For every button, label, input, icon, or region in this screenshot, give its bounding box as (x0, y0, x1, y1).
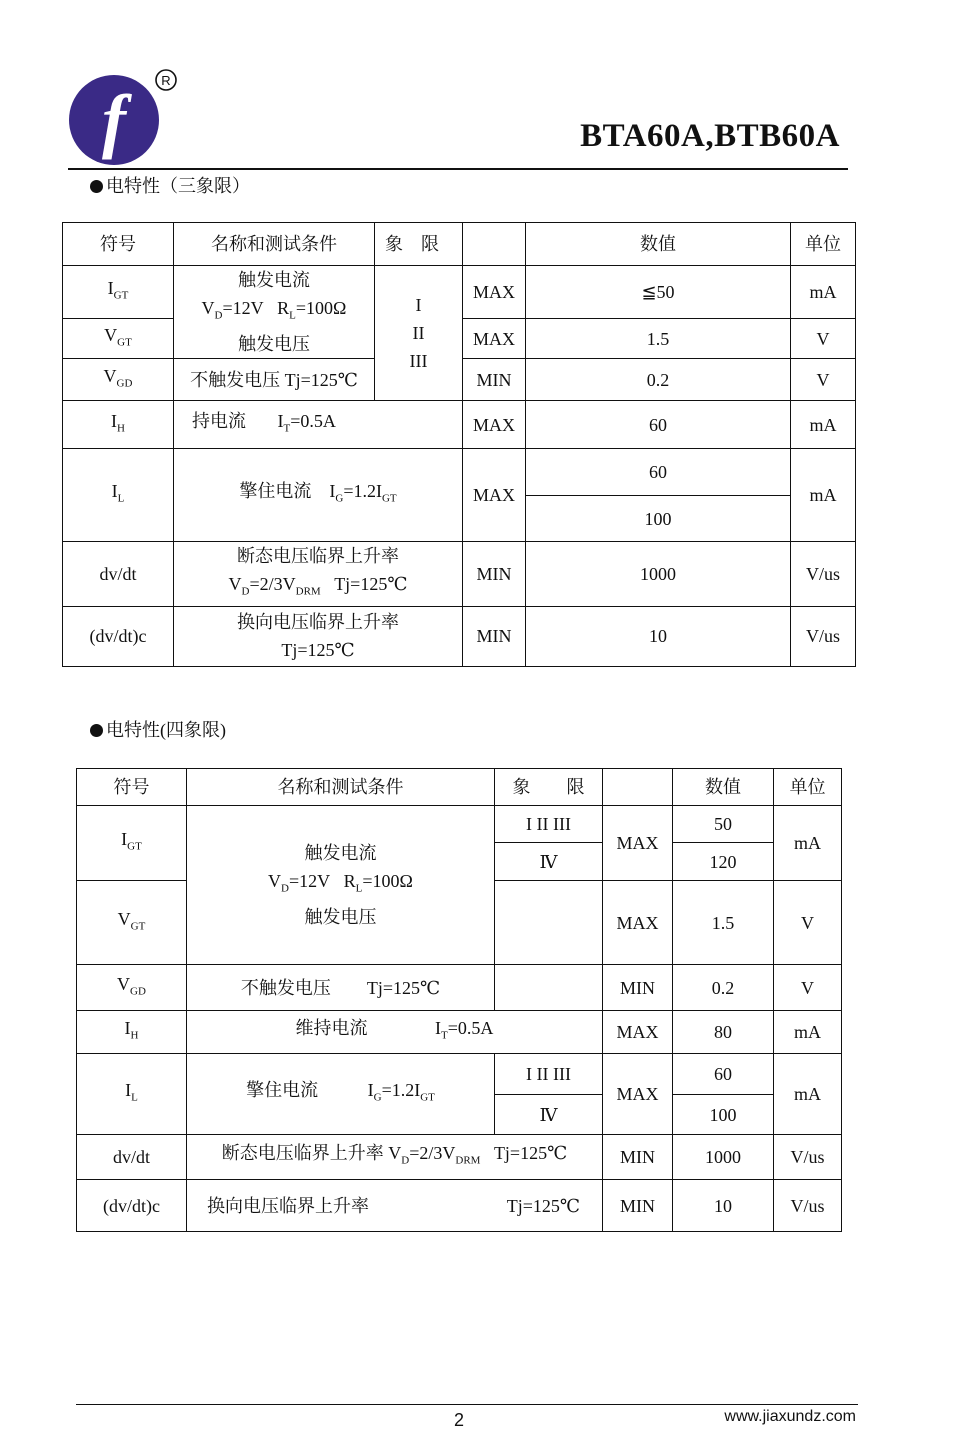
type-cell: MIN (463, 542, 526, 607)
table-header-row (63, 223, 856, 266)
header-unit: 单位 (774, 769, 842, 806)
header-quadrant: 象 限 (375, 223, 463, 266)
unit-cell: mA (774, 1054, 842, 1135)
unit-cell: V/us (791, 606, 856, 666)
type-cell: MAX (463, 319, 526, 359)
value-cell: 60 (526, 449, 791, 496)
table-row (77, 1054, 842, 1095)
value-cell: 1.5 (673, 881, 774, 965)
type-cell: MAX (463, 401, 526, 449)
bullet-icon (90, 724, 103, 737)
unit-cell: V (791, 359, 856, 401)
symbol-cell: $V_{GD}$ (63, 359, 174, 401)
value-cell: 120 (673, 843, 774, 881)
logo-letter: f (102, 80, 126, 160)
table-row (77, 1180, 842, 1232)
value-cell: 1.5 (526, 319, 791, 359)
value-cell: 10 (526, 606, 791, 666)
unit-cell: mA (774, 1011, 842, 1054)
table-header-row (77, 769, 842, 806)
table-row (77, 1011, 842, 1054)
table-row (63, 542, 856, 607)
footer-rule (76, 1404, 858, 1405)
document-title: BTA60A,BTB60A (580, 118, 840, 154)
value-cell: 50 (673, 806, 774, 843)
unit-cell: V/us (774, 1135, 842, 1180)
unit-cell: V (791, 319, 856, 359)
value-cell: 1000 (673, 1135, 774, 1180)
table-row (63, 401, 856, 449)
value-cell: 0.2 (673, 965, 774, 1011)
condition-cell: 维持电流 $I_T=0.5A$ (187, 1011, 603, 1054)
value-cell: 10 (673, 1180, 774, 1232)
symbol-cell: $I_H$ (63, 401, 174, 449)
type-cell: MAX (463, 449, 526, 542)
value-cell: 100 (526, 496, 791, 542)
header-symbol: 符号 (77, 769, 187, 806)
unit-cell: V (774, 965, 842, 1011)
unit-cell: V/us (791, 542, 856, 607)
unit-cell: mA (791, 266, 856, 319)
header-value: 数值 (526, 223, 791, 266)
header-value: 数值 (673, 769, 774, 806)
condition-cell: 触发电流 $V_D=12V$ $R_L=100\Omega$ 触发电压 (174, 266, 375, 359)
section-title-text: 电特性（三象限） (106, 176, 250, 196)
table-row (63, 606, 856, 666)
table-row (77, 806, 842, 843)
spec-table-four-quadrant (76, 768, 842, 1232)
unit-cell: V (774, 881, 842, 965)
type-cell: MIN (463, 606, 526, 666)
symbol-cell: $V_{GT}$ (77, 881, 187, 965)
quadrant-cell: I II III (495, 806, 603, 843)
value-cell: 100 (673, 1095, 774, 1135)
type-cell: MIN (603, 1180, 673, 1232)
value-cell: ≦50 (526, 266, 791, 319)
type-cell: MIN (603, 1135, 673, 1180)
header-condition: 名称和测试条件 (174, 223, 375, 266)
bullet-icon (90, 180, 103, 193)
value-cell: 60 (526, 401, 791, 449)
condition-cell: 断态电压临界上升率 $V_D=2/3V_{DRM}$ Tj=125℃ (187, 1135, 603, 1180)
quadrant-cell: Ⅳ (495, 1095, 603, 1135)
symbol-cell: $I_L$ (63, 449, 174, 542)
condition-cell: 换向电压临界上升率 Tj=125℃ (174, 606, 463, 666)
condition-cell: 擎住电流 $I_G=1.2I_{GT}$ (187, 1054, 495, 1135)
section-title-three-quadrant (90, 172, 250, 198)
symbol-cell: $I_{GT}$ (77, 806, 187, 881)
condition-cell: 触发电流 $V_D=12V$ $R_L=100\Omega$ 触发电压 (187, 806, 495, 965)
unit-cell: mA (791, 401, 856, 449)
value-cell: 60 (673, 1054, 774, 1095)
table-row (77, 1135, 842, 1180)
table-row (63, 449, 856, 496)
condition-cell: 断态电压临界上升率 $V_D=2/3V_{DRM}$ Tj=125℃ (174, 542, 463, 607)
type-cell: MIN (603, 965, 673, 1011)
company-logo (68, 74, 160, 166)
header-type (603, 769, 673, 806)
symbol-cell: dv/dt (63, 542, 174, 607)
value-cell: 0.2 (526, 359, 791, 401)
table-row (63, 266, 856, 319)
symbol-cell: $I_H$ (77, 1011, 187, 1054)
type-cell: MIN (463, 359, 526, 401)
spec-table-three-quadrant (62, 222, 856, 667)
type-cell: MAX (603, 806, 673, 881)
header-type (463, 223, 526, 266)
symbol-cell: $I_L$ (77, 1054, 187, 1135)
unit-cell: mA (774, 806, 842, 881)
header-condition: 名称和测试条件 (187, 769, 495, 806)
condition-cell: 不触发电压 Tj=125℃ (187, 965, 495, 1011)
type-cell: MAX (603, 881, 673, 965)
value-cell: 80 (673, 1011, 774, 1054)
quadrant-cell: I II III (495, 1054, 603, 1095)
type-cell: MAX (603, 1054, 673, 1135)
type-cell: MAX (603, 1011, 673, 1054)
website-link[interactable]: www.jiaxundz.com (724, 1408, 856, 1425)
type-cell: MAX (463, 266, 526, 319)
value-cell: 1000 (526, 542, 791, 607)
symbol-cell: $V_{GD}$ (77, 965, 187, 1011)
header-unit: 单位 (791, 223, 856, 266)
quadrant-cell (495, 965, 603, 1011)
quadrant-cell: Ⅳ (495, 843, 603, 881)
registered-mark-icon (154, 68, 178, 92)
symbol-cell: (dv/dt)c (63, 606, 174, 666)
table-row (77, 965, 842, 1011)
symbol-cell: dv/dt (77, 1135, 187, 1180)
section-title-text: 电特性(四象限) (106, 720, 226, 740)
header-quadrant: 象 限 (495, 769, 603, 806)
condition-cell: 换向电压临界上升率 Tj=125℃ (187, 1180, 603, 1232)
svg-text:R: R (161, 73, 171, 88)
header-rule (68, 168, 848, 170)
symbol-cell: (dv/dt)c (77, 1180, 187, 1232)
condition-cell: 持电流 $I_T=0.5A$ (174, 401, 463, 449)
symbol-cell: $V_{GT}$ (63, 319, 174, 359)
quadrant-cell: I II III (375, 266, 463, 401)
section-title-four-quadrant (90, 716, 226, 742)
condition-cell: 不触发电压 Tj=125℃ (174, 359, 375, 401)
quadrant-cell (495, 881, 603, 965)
unit-cell: V/us (774, 1180, 842, 1232)
symbol-cell: $I_{GT}$ (63, 266, 174, 319)
condition-cell: 擎住电流 $I_G=1.2I_{GT}$ (174, 449, 463, 542)
page-number: 2 (454, 1410, 465, 1430)
header-symbol: 符号 (63, 223, 174, 266)
unit-cell: mA (791, 449, 856, 542)
